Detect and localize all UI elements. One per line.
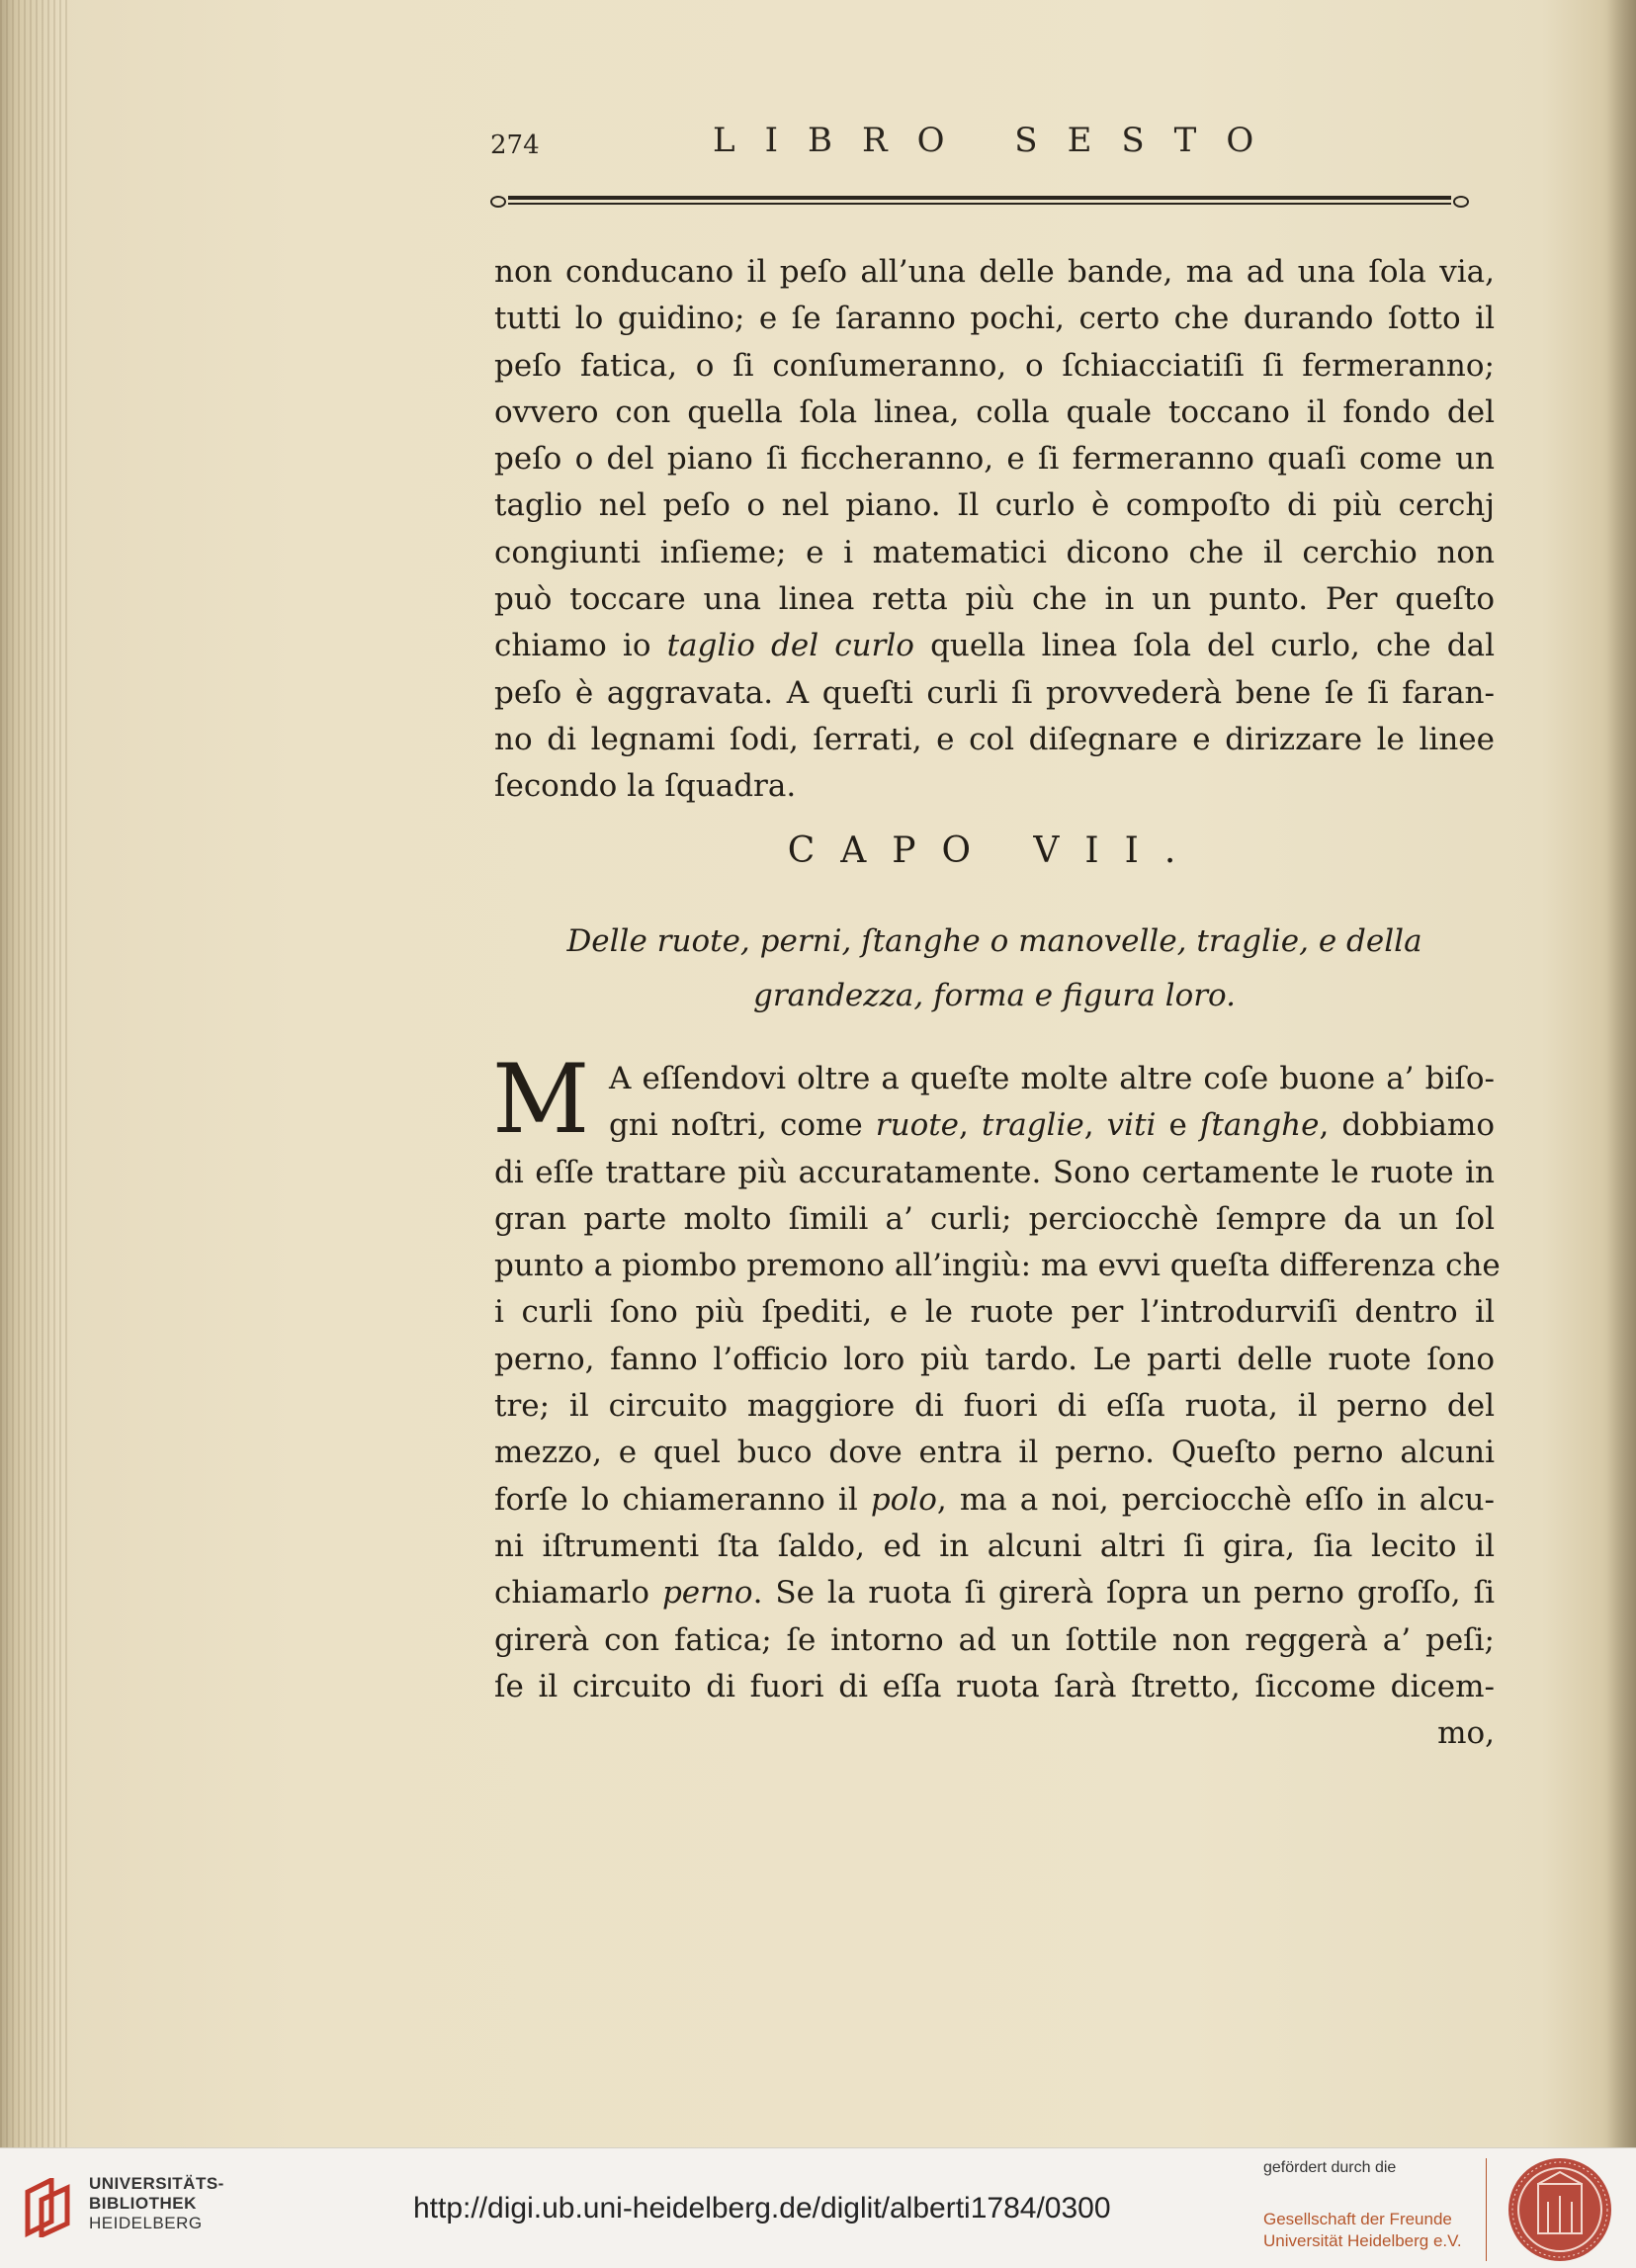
text-line [494, 343, 1495, 390]
text-line [494, 623, 1495, 669]
text-segment: , ma a noi, perciocchè eſſo in alcu- [936, 1481, 1495, 1518]
text-line [494, 1102, 1495, 1149]
text-segment: peſo o del piano ſi ficcheranno, e ſi fermeranno quaſi come un [494, 441, 1495, 478]
text-segment: i curli ſono più ſpediti, e le ruote per l’introdurviſi dentro il [494, 1294, 1495, 1331]
text-segment: congiunti inſieme; e i matematici dicono che il cerchio non [494, 534, 1495, 570]
text-segment: ſecondo la ſquadra. [494, 768, 797, 805]
chapter-subtitle-line: Delle ruote, perni, ſtanghe o manovelle, traglie, e della [566, 923, 1422, 959]
sponsor-name-line: Universität Heidelberg e.V. [1263, 2231, 1462, 2250]
text-line [494, 390, 1495, 436]
text-segment: , [1083, 1107, 1107, 1144]
paragraph-continued [494, 249, 1495, 811]
page-stack-edge [0, 0, 71, 2147]
text-segment: taglio nel peſo o nel piano. Il curlo è compoſto di più cerchj [494, 487, 1495, 524]
italic-term: ſtanghe [1199, 1107, 1320, 1144]
text-segment: chiamarlo [494, 1575, 662, 1612]
text-line [494, 482, 1495, 529]
italic-term: viti [1106, 1107, 1157, 1144]
text-line [494, 1196, 1495, 1243]
text-segment: A eſſendovi oltre a queſte molte altre coſe buone a’ biſo- [609, 1061, 1495, 1096]
text-line [494, 296, 1495, 342]
header-rule-ornament [490, 194, 1469, 210]
text-line [494, 1477, 1495, 1524]
text-line [494, 1617, 1495, 1664]
sponsor-caption: gefördert durch die [1263, 2159, 1397, 2176]
running-title: LIBRO SESTO [713, 121, 1284, 160]
permalink-url[interactable]: http://digi.ub.uni-heidelberg.de/diglit/alberti1784/0300 [413, 2192, 1111, 2224]
sponsor-name-line: Gesellschaft der Freunde [1263, 2210, 1452, 2228]
catchword: mo, [1437, 1715, 1495, 1752]
digitization-footer [0, 2147, 1636, 2268]
text-segment: chiamo io [494, 628, 667, 664]
text-line [494, 576, 1495, 623]
chapter-subtitle-line: grandezza, forma e figura loro. [752, 978, 1237, 1013]
text-segment: ovvero con quella ſola linea, colla quale toccano il fondo del [494, 393, 1495, 430]
text-line [494, 670, 1495, 717]
text-segment: ni iſtrumenti ſta ſaldo, ed in alcuni altri ſi gira, ſia lecito il [494, 1527, 1495, 1564]
text-segment: . Se la ruota ſi girerà ſopra un perno groſſo, ſi [752, 1575, 1495, 1612]
italic-term: taglio del curlo [666, 628, 914, 664]
text-line [494, 1243, 1501, 1289]
chapter-subtitle [494, 915, 1495, 1023]
italic-term: ruote [875, 1107, 960, 1144]
rule-end-right [1453, 196, 1469, 208]
text-segment: gni noſtri, come [609, 1107, 876, 1144]
rule-end-left [490, 196, 506, 208]
text-line [494, 1056, 1495, 1102]
page-number: 274 [490, 131, 540, 160]
text-line [494, 1150, 1495, 1196]
text-line [494, 717, 1495, 763]
text-line [494, 1337, 1495, 1383]
rule-thin-line [508, 203, 1451, 205]
text-segment: e [1156, 1107, 1200, 1144]
text-segment: peſo fatica, o ſi conſumeranno, o ſchiacciatiſi ſi fermeranno; [494, 347, 1495, 384]
page-header [490, 117, 1518, 166]
library-name-line: UNIVERSITÄTS- [89, 2174, 224, 2193]
text-segment: tre; il circuito maggiore di fuori di eſſa ruota, il perno del [494, 1388, 1495, 1425]
library-logo-icon [22, 2178, 73, 2237]
sponsor-name [1263, 2209, 1462, 2252]
text-segment: punto a piombo premono all’ingiù: ma evvi queſta differenza che [494, 1248, 1501, 1284]
text-line [494, 763, 1495, 810]
text-segment: di eſſe trattare più accuratamente. Sono certamente le ruote in [494, 1154, 1495, 1190]
text-line [494, 436, 1495, 482]
university-seal-icon [1505, 2154, 1615, 2265]
text-segment: perno, fanno l’officio loro più tardo. Le parti delle ruote ſono [494, 1341, 1495, 1377]
text-line [494, 1430, 1495, 1476]
text-segment: ſe il circuito di fuori di eſſa ruota ſarà ſtretto, ſiccome dicem- [494, 1668, 1495, 1704]
rule-thick-line [508, 196, 1451, 200]
text-segment: non conducano il peſo all’una delle bande, ma ad una ſola via, [494, 254, 1495, 290]
text-line [494, 1664, 1495, 1710]
library-name-line: BIBLIOTHEK [89, 2194, 197, 2213]
text-line [494, 1570, 1495, 1616]
sponsor-divider [1486, 2158, 1487, 2261]
text-segment: peſo è aggravata. A queſti curli ſi provvederà bene ſe ſi faran- [494, 674, 1495, 711]
chapter-heading: CAPO VII. [787, 830, 1202, 871]
text-line [494, 1289, 1495, 1336]
text-line [494, 1383, 1495, 1430]
text-segment: , [959, 1107, 982, 1144]
italic-term: traglie [981, 1107, 1084, 1144]
text-line [494, 249, 1495, 296]
text-segment: tutti lo guidino; e ſe ſaranno pochi, certo che durando ſotto il [494, 301, 1495, 337]
text-line [494, 530, 1495, 576]
drop-cap: M [492, 1044, 590, 1155]
text-segment: girerà con fatica; ſe intorno ad un ſottile non reggerà a’ peſi; [494, 1621, 1495, 1658]
italic-term: perno [661, 1575, 753, 1612]
text-segment: può toccare una linea retta più che in un punto. Per queſto [494, 581, 1495, 618]
italic-term: polo [870, 1481, 937, 1518]
text-line [494, 1524, 1495, 1570]
text-segment: no di legnami ſodi, ſerrati, e col diſegnare e dirizzare le linee [494, 721, 1495, 757]
text-segment: quella linea ſola del curlo, che dal [913, 628, 1495, 664]
text-segment: gran parte molto ſimili a’ curli; perciocchè ſempre da un ſol [494, 1200, 1495, 1237]
text-segment: , dobbiamo [1319, 1107, 1495, 1144]
library-name [89, 2174, 224, 2233]
text-segment: forſe lo chiameranno il [494, 1481, 871, 1518]
page-gutter-shadow [1606, 0, 1636, 2147]
text-segment: mezzo, e quel buco dove entra il perno. Queſto perno alcuni [494, 1435, 1495, 1471]
paragraph-chapter-opening [494, 1056, 1501, 1757]
library-name-line: HEIDELBERG [89, 2214, 203, 2232]
